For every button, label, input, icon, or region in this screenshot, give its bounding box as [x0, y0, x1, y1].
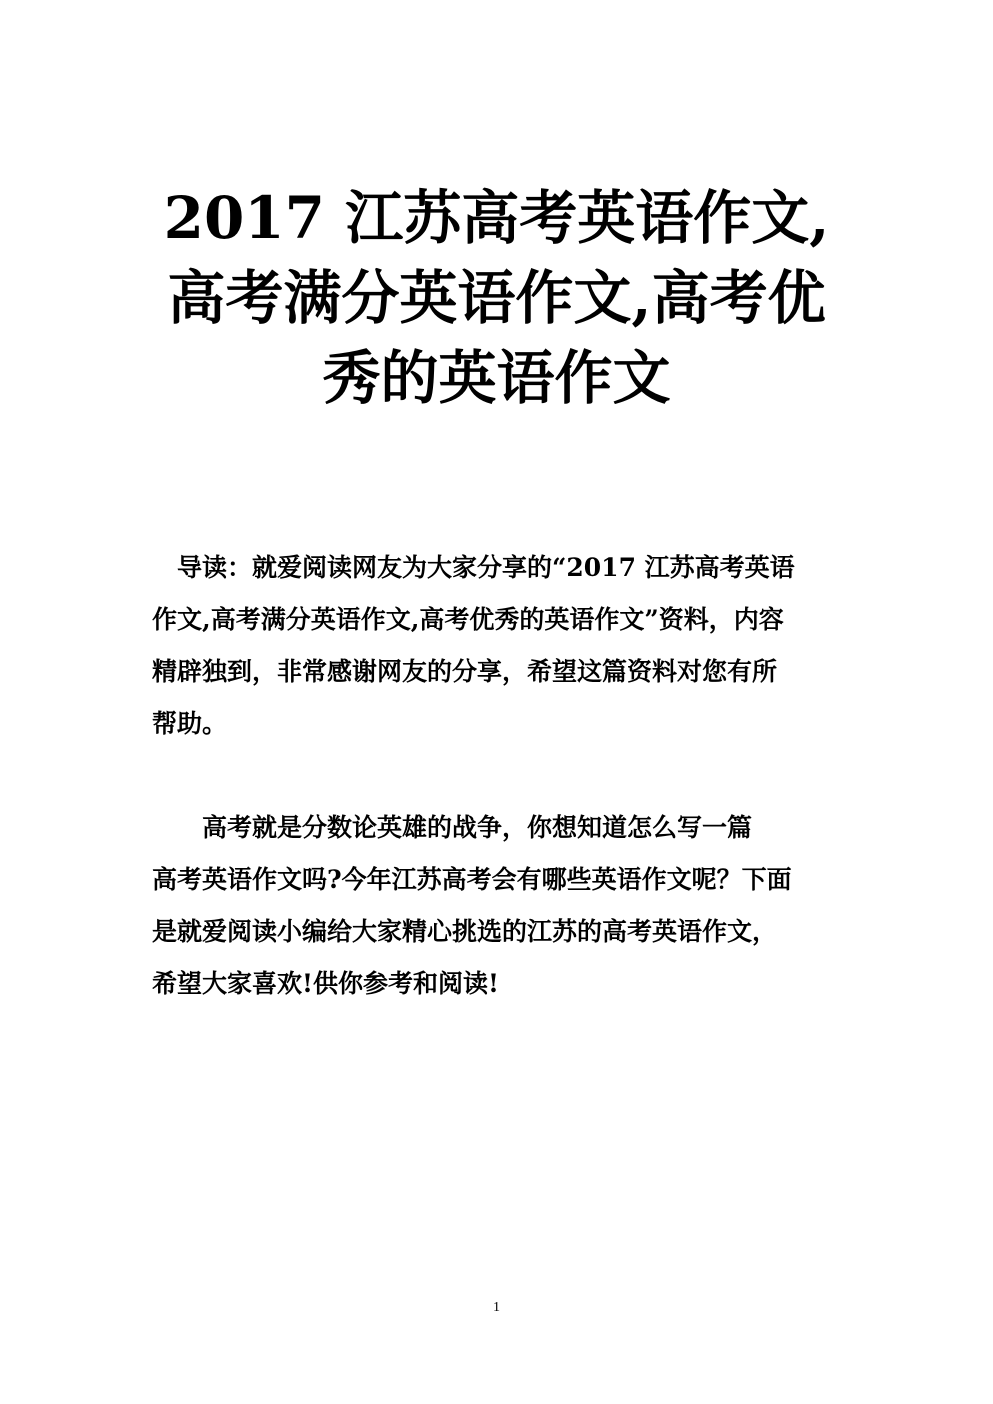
intro-line-3: 精辟独到，非常感谢网友的分享，希望这篇资料对您有所 — [152, 657, 778, 686]
intro-line-1: 导读：就爱阅读网友为大家分享的“2017 江苏高考英语 — [152, 553, 795, 582]
body-paragraph — [152, 802, 842, 1010]
title-line-1: 2017 江苏高考英语作文, — [163, 184, 830, 252]
body-line-4: 希望大家喜欢!供你参考和阅读! — [152, 969, 499, 998]
title-line-2: 高考满分英语作文,高考优 — [167, 264, 826, 332]
body-line-3: 是就爱阅读小编给大家精心挑选的江苏的高考英语作文， — [152, 917, 778, 946]
intro-line-2: 作文,高考满分英语作文,高考优秀的英语作文”资料，内容 — [152, 605, 784, 634]
body-line-1: 高考就是分数论英雄的战争，你想知道怎么写一篇 — [152, 813, 753, 842]
document-title — [120, 178, 873, 418]
title-line-3: 秀的英语作文 — [322, 344, 671, 412]
page-number: 1 — [493, 1300, 500, 1315]
intro-paragraph — [152, 542, 842, 750]
body-line-2: 高考英语作文吗?今年江苏高考会有哪些英语作文呢？下面 — [152, 865, 792, 894]
intro-line-4: 帮助。 — [152, 709, 228, 738]
